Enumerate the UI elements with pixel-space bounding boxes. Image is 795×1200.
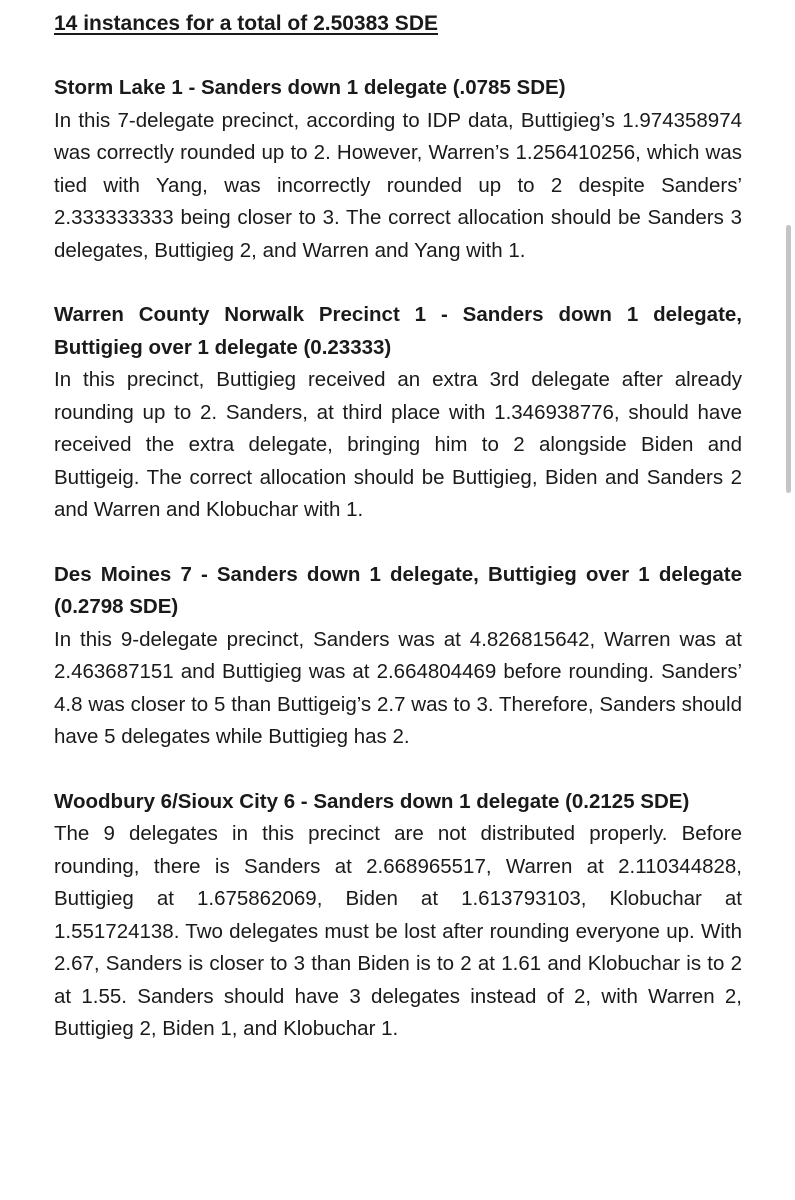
scrollbar-thumb[interactable]	[786, 225, 791, 493]
section-title: Woodbury 6/Sioux City 6 - Sanders down 1 delegate (0.2125 SDE)	[54, 789, 690, 813]
section-storm-lake-1	[54, 72, 742, 267]
section-des-moines-7	[54, 559, 742, 754]
section-woodbury-6-sioux-city-6	[54, 786, 742, 1046]
document-heading: 14 instances for a total of 2.50383 SDE	[54, 12, 438, 35]
section-title: Des Moines 7 - Sanders down 1 delegate, Buttigieg over 1 delegate (0.2798 SDE)	[54, 562, 742, 618]
section-body: In this 9-delegate precinct, Sanders was at 4.826815642, Warren was at 2.463687151 and Buttigieg was at 2.664804469 before rounding. Sanders’ 4.8 was closer to 5 than Buttigeig’s 2.7 was to 3. Therefore, Sanders should have 5 delegates while Buttigieg has 2.	[54, 627, 742, 748]
section-title: Storm Lake 1 - Sanders down 1 delegate (.0785 SDE)	[54, 76, 566, 99]
section-warren-county-norwalk-1	[54, 299, 742, 527]
section-body: In this 7-delegate precinct, according to IDP data, Buttigieg’s 1.974358974 was correctly rounded up to 2. However, Warren’s 1.256410256, which was tied with Yang, was incorrectly rounded up to 2 despite Sanders’ 2.333333333 being closer to 3. The correct allocation should be Sanders 3 delegates, Buttigieg 2, and Warren and Yang with 1.	[54, 108, 742, 262]
section-title: Warren County Norwalk Precinct 1 - Sanders down 1 delegate, Buttigieg over 1 delegate (0.23333)	[54, 303, 742, 359]
section-body: The 9 delegates in this precinct are not distributed properly. Before rounding, there is Sanders at 2.668965517, Warren at 2.110344828, Buttigieg at 1.675862069, Biden at 1.613793103, Klobuchar at 1.551724138. Two delegates must be lost after rounding everyone up. With 2.67, Sanders is closer to 3 than Biden is to 2 at 1.61 and Klobuchar is to 2 at 1.55. Sanders should have 3 delegates instead of 2, with Warren 2, Buttigieg 2, Biden 1, and Klobuchar 1.	[54, 822, 742, 1040]
document-page	[54, 8, 742, 1078]
section-body: In this precinct, Buttigieg received an extra 3rd delegate after already rounding up to 2. Sanders, at third place with 1.346938776, should have received the extra delegate, bringing him to 2 alongside Biden and Buttigeig. The correct allocation should be Buttigieg, Biden and Sanders 2 and Warren and Klobuchar with 1.	[54, 368, 742, 521]
vertical-scrollbar[interactable]	[783, 0, 795, 1200]
